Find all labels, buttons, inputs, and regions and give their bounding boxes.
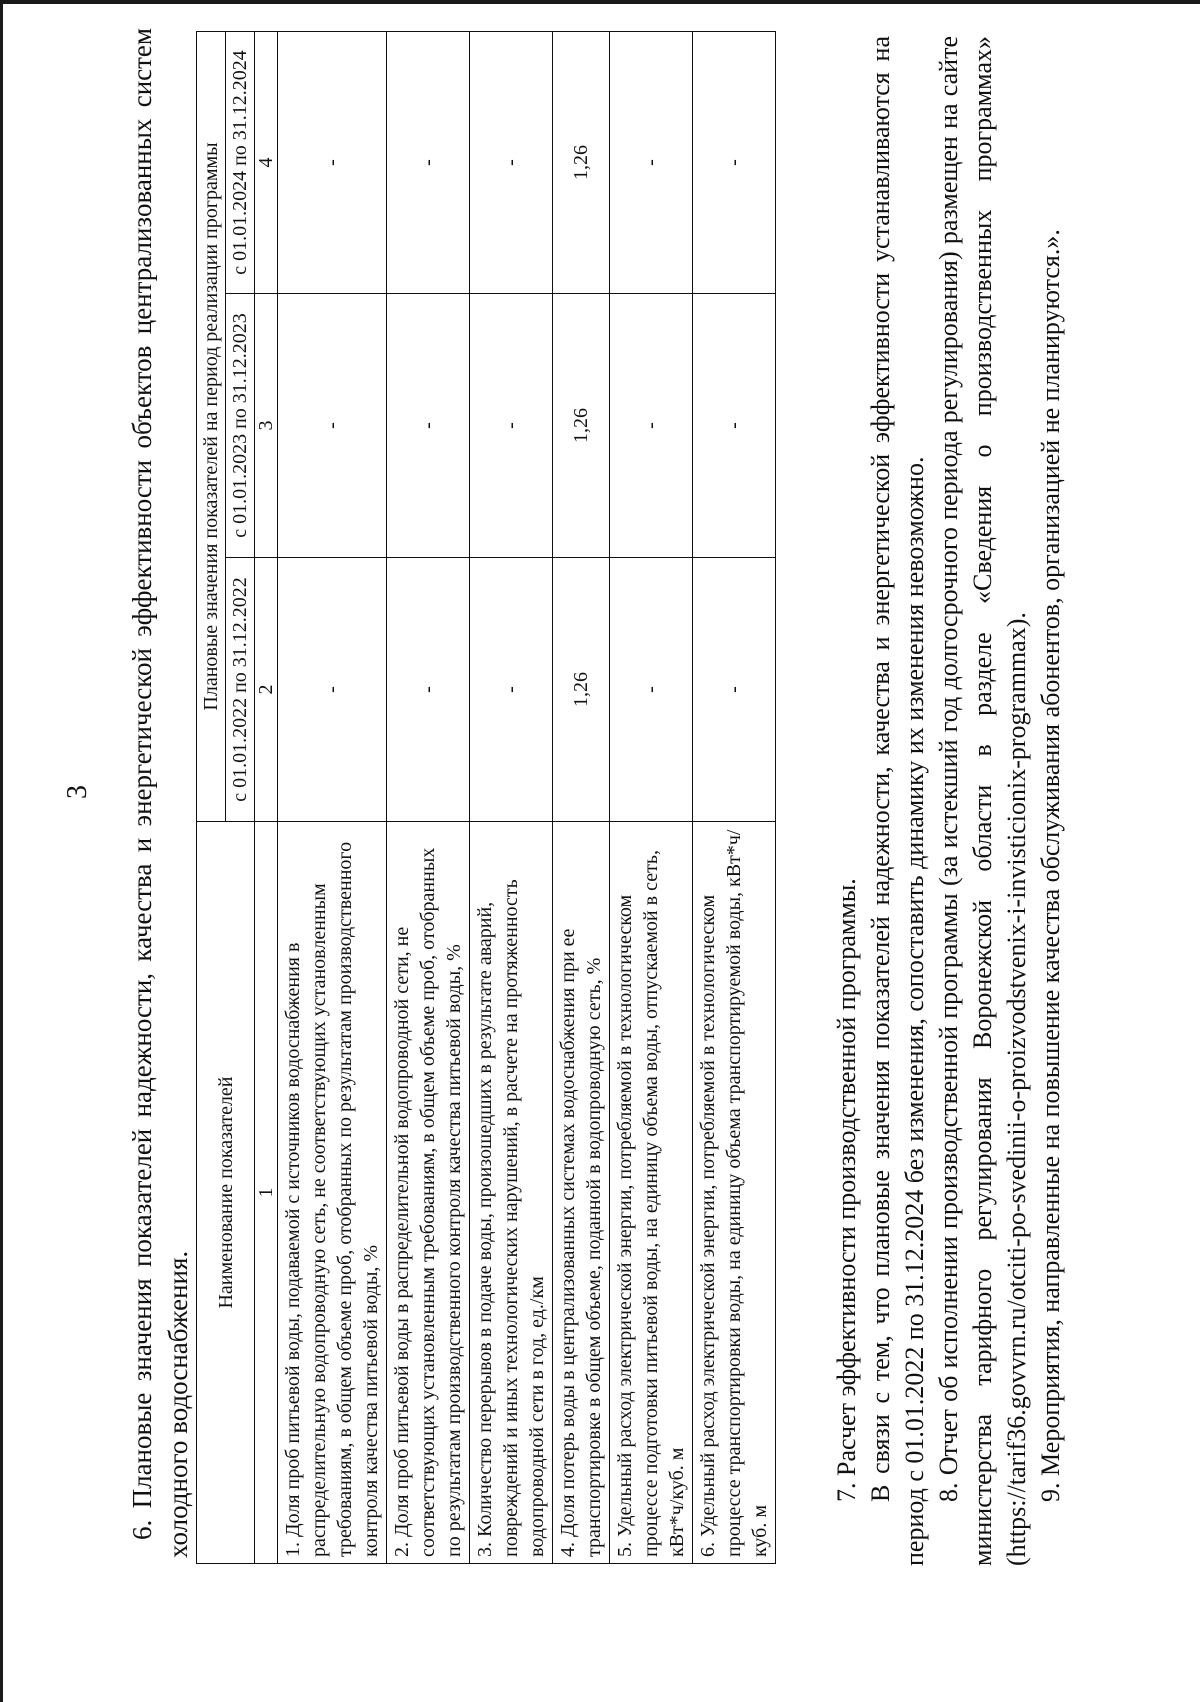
period-header-2023: с 01.01.2023 по 31.12.2023 (226, 294, 255, 558)
indicator-value: 1,26 (553, 558, 610, 822)
indicator-value: 1,26 (553, 32, 610, 294)
indicator-value: - (278, 32, 387, 294)
indicator-value: - (610, 32, 693, 294)
indicator-name: 2. Доля проб питьевой воды в распределительной водопроводной сети, не соответствующих установленным требованиям, в общем объеме проб, отобранных по результатам производственного контроля качества питьевой воды, % (387, 822, 470, 1564)
indicator-value: - (470, 558, 553, 822)
table-row (470, 32, 553, 1564)
page-number: 3 (62, 785, 93, 799)
column-header-planned-values: Плановые значения показателей на период реализации программы (197, 32, 226, 822)
column-number: 4 (255, 32, 278, 294)
indicator-value: - (387, 558, 470, 822)
indicator-value: - (470, 294, 553, 558)
table-row (278, 32, 387, 1564)
column-number-row (255, 32, 278, 1564)
indicator-value: - (278, 558, 387, 822)
table-row (693, 32, 776, 1564)
indicator-name: 5. Удельный расход электрической энергии, потребляемой в технологическом процессе подготовки питьевой воды, на единицу объема воды, отпускаемой в сеть, кВт*ч/куб. м (610, 822, 693, 1564)
column-number: 2 (255, 558, 278, 822)
column-number: 1 (255, 822, 278, 1564)
indicator-value: - (387, 294, 470, 558)
indicator-value: - (278, 294, 387, 558)
body-paragraphs (830, 36, 1068, 1566)
table-header-row (197, 32, 226, 1564)
indicator-value: 1,26 (553, 294, 610, 558)
table-row (387, 32, 470, 1564)
indicator-value: - (610, 294, 693, 558)
indicator-value: - (610, 558, 693, 822)
indicator-name: 1. Доля проб питьевой воды, подаваемой с источников водоснабжения в распределительную водопроводную сеть, не соответствующих установленным требованиям, в общем объеме проб, отобранных по результатам производственного контроля качества питьевой воды, % (278, 822, 387, 1564)
paragraph-9: 9. Мероприятия, направленные на повышение качества обслуживания абонентов, организацией не планируются.». (1036, 229, 1065, 1502)
period-header-2024: с 01.01.2024 по 31.12.2024 (226, 32, 255, 294)
paragraph-7-text: В связи с тем, что плановые значения показателей надежности, качества и энергетической эффективности устанавливаются на период с 01.01.2022 по 31.12.2024 без изменения, сопоставить динамику их изменения невозможно. (866, 36, 929, 1566)
indicator-name: 4. Доля потерь воды в централизованных системах водоснабжения при ее транспортировке в общем объеме, поданной в водопроводную сеть, % (553, 822, 610, 1564)
indicator-name: 3. Количество перерывов в подаче воды, произошедших в результате аварий, повреждений и иных технологических нарушений, в расчете на протяженность водопроводной сети в год, ед./км (470, 822, 553, 1564)
table-row (610, 32, 693, 1564)
paragraph-8: 8. Отчет об исполнении производственной программы (за истекший год долгосрочного периода регулирования) размещен на сайте министерства тарифного регулирования Воронежской области в разделе «Сведения о производственных программах» (https://tarif36.govvrn.ru/otciti-po-svedinii-o-proizvodstvenix-i-invisticionix-programmax). (934, 36, 1031, 1566)
paragraph-7: 7. Расчет эффективности производственной программы. (832, 878, 861, 1502)
indicator-value: - (387, 32, 470, 294)
indicator-value: - (693, 294, 776, 558)
indicator-name: 6. Удельный расход электрической энергии, потребляемой в технологическом процессе транспортировки воды, на единицу объема транспортируемой воды, кВт*ч/куб. м (693, 822, 776, 1564)
indicator-value: - (693, 558, 776, 822)
column-number: 3 (255, 294, 278, 558)
indicator-value: - (470, 32, 553, 294)
section-heading: 6. Плановые значения показателей надежности, качества и энергетической эффективности объектов централизованных систем холодного водоснабжения. (127, 28, 193, 1558)
indicators-table (196, 31, 776, 1564)
indicator-value: - (693, 32, 776, 294)
column-header-name: Наименование показателей (197, 822, 255, 1564)
period-header-2022: с 01.01.2022 по 31.12.2022 (226, 558, 255, 822)
table-row (553, 32, 610, 1564)
